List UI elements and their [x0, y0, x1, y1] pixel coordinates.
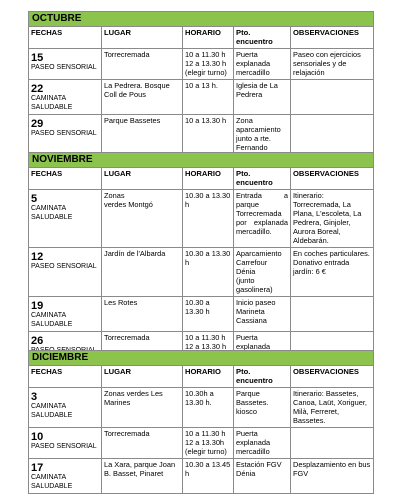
header-horario: HORARIO — [183, 366, 234, 388]
horario-cell: 10 a 11.30 h 12 a 13.30 h — [183, 332, 234, 363]
horario-cell: 10.30 a 13.30 h — [183, 248, 234, 297]
horario-cell: 10.30 a 13.30 h — [183, 190, 234, 248]
pto-cell: Zona aparcamiento junto a rte. Fernando — [234, 115, 291, 157]
pto-cell: Puerta explanada — [234, 332, 291, 363]
horario-cell: 10 a 13 h. — [183, 80, 234, 115]
lugar-cell: Zonas verdes Montgó — [102, 190, 183, 248]
pto-cell: Aparcamiento Carrefour Dénia (junto gasolinera) — [234, 248, 291, 297]
table-row — [29, 428, 374, 459]
month-title: DICIEMBRE — [29, 351, 374, 366]
lugar-cell: Zonas verdes Les Marines — [102, 388, 183, 428]
pto-cell: Puerta explanada mercadillo — [234, 428, 291, 459]
table-row — [29, 459, 374, 494]
pto-cell: Estación FGV Dénia — [234, 459, 291, 494]
header-pto: Pto. encuentro — [234, 366, 291, 388]
pto-cell: Parque Bassetes. kiosco — [234, 388, 291, 428]
month-table-december — [28, 350, 373, 494]
table-row — [29, 388, 374, 428]
date-cell: 17 CAMINATA SALUDABLE — [29, 459, 102, 494]
date-cell: 5 CAMINATA SALUDABLE — [29, 190, 102, 248]
date-cell: 19 CAMINATA SALUDABLE — [29, 297, 102, 332]
table-row — [29, 190, 374, 248]
date-cell: 12 PASEO SENSORIAL — [29, 248, 102, 297]
header-fechas: FECHAS — [29, 27, 102, 49]
date-cell: 26 — [29, 332, 102, 363]
pto-cell: Puerta explanada mercadillo — [234, 49, 291, 80]
header-observaciones: OBSERVACIONES — [291, 27, 374, 49]
header-lugar: LUGAR — [102, 168, 183, 190]
lugar-cell: Parque Bassetes — [102, 115, 183, 157]
table-row — [29, 248, 374, 297]
table-row — [29, 115, 374, 157]
header-observaciones: OBSERVACIONES — [291, 366, 374, 388]
obs-cell — [291, 428, 374, 459]
header-fechas: FECHAS — [29, 366, 102, 388]
pto-cell: Iglesia de La Pedrera — [234, 80, 291, 115]
horario-cell: 10 a 11.30 h 12 a 13.30h (elegir turno) — [183, 428, 234, 459]
obs-cell — [291, 80, 374, 115]
obs-cell — [291, 115, 374, 157]
obs-cell — [291, 297, 374, 332]
date-cell: 10 PASEO SENSORIAL — [29, 428, 102, 459]
pto-cell: Inicio paseo Marineta Cassiana — [234, 297, 291, 332]
month-title: OCTUBRE — [29, 12, 374, 27]
header-fechas: FECHAS — [29, 168, 102, 190]
header-lugar: LUGAR — [102, 27, 183, 49]
header-lugar: LUGAR — [102, 366, 183, 388]
pto-cell: Entrada a parque Torrecremada por explanada mercadillo. — [234, 190, 291, 248]
horario-cell: 10 a 13.30 h — [183, 115, 234, 157]
obs-cell: En coches particulares. Donativo entrada jardín: 6 € — [291, 248, 374, 297]
horario-cell: 10.30 a 13.30 h — [183, 297, 234, 332]
obs-cell: Desplazamiento en bus FGV — [291, 459, 374, 494]
obs-cell: Itinerario: Bassetes, Canoa, Laüt, Xoriguer, Milà, Ferreret, Bassetes. — [291, 388, 374, 428]
date-cell: 3 CAMINATA SALUDABLE — [29, 388, 102, 428]
table-row — [29, 297, 374, 332]
header-observaciones: OBSERVACIONES — [291, 168, 374, 190]
date-cell: 22 CAMINATA SALUDABLE — [29, 80, 102, 115]
header-pto: Pto. encuentro — [234, 27, 291, 49]
lugar-cell: Les Rotes — [102, 297, 183, 332]
header-horario: HORARIO — [183, 27, 234, 49]
month-table-october — [28, 11, 373, 157]
obs-cell: Itinerario: Torrecremada, La Plana, L'escoleta, La Pedrera, Ginjoler, Aurora Boreal, Aldebarán. — [291, 190, 374, 248]
table-row — [29, 49, 374, 80]
lugar-cell: La Xara, parque Joan B. Basset, Pinaret — [102, 459, 183, 494]
month-table-november — [28, 152, 373, 363]
table-row — [29, 80, 374, 115]
header-pto: Pto. encuentro — [234, 168, 291, 190]
lugar-cell: Torrecremada — [102, 49, 183, 80]
lugar-cell: Torrecremada — [102, 428, 183, 459]
horario-cell: 10 a 11.30 h 12 a 13.30 h (elegir turno) — [183, 49, 234, 80]
lugar-cell: La Pedrera. Bosque Coll de Pous — [102, 80, 183, 115]
obs-cell: Paseo con ejercicios sensoriales y de relajación — [291, 49, 374, 80]
lugar-cell: Torrecremada — [102, 332, 183, 363]
lugar-cell: Jardín de l'Albarda — [102, 248, 183, 297]
header-horario: HORARIO — [183, 168, 234, 190]
month-title: NOVIEMBRE — [29, 153, 374, 168]
date-cell: 15 PASEO SENSORIAL — [29, 49, 102, 80]
date-cell: 29 PASEO SENSORIAL — [29, 115, 102, 157]
horario-cell: 10.30 a 13.45 h — [183, 459, 234, 494]
horario-cell: 10.30h a 13.30 h. — [183, 388, 234, 428]
